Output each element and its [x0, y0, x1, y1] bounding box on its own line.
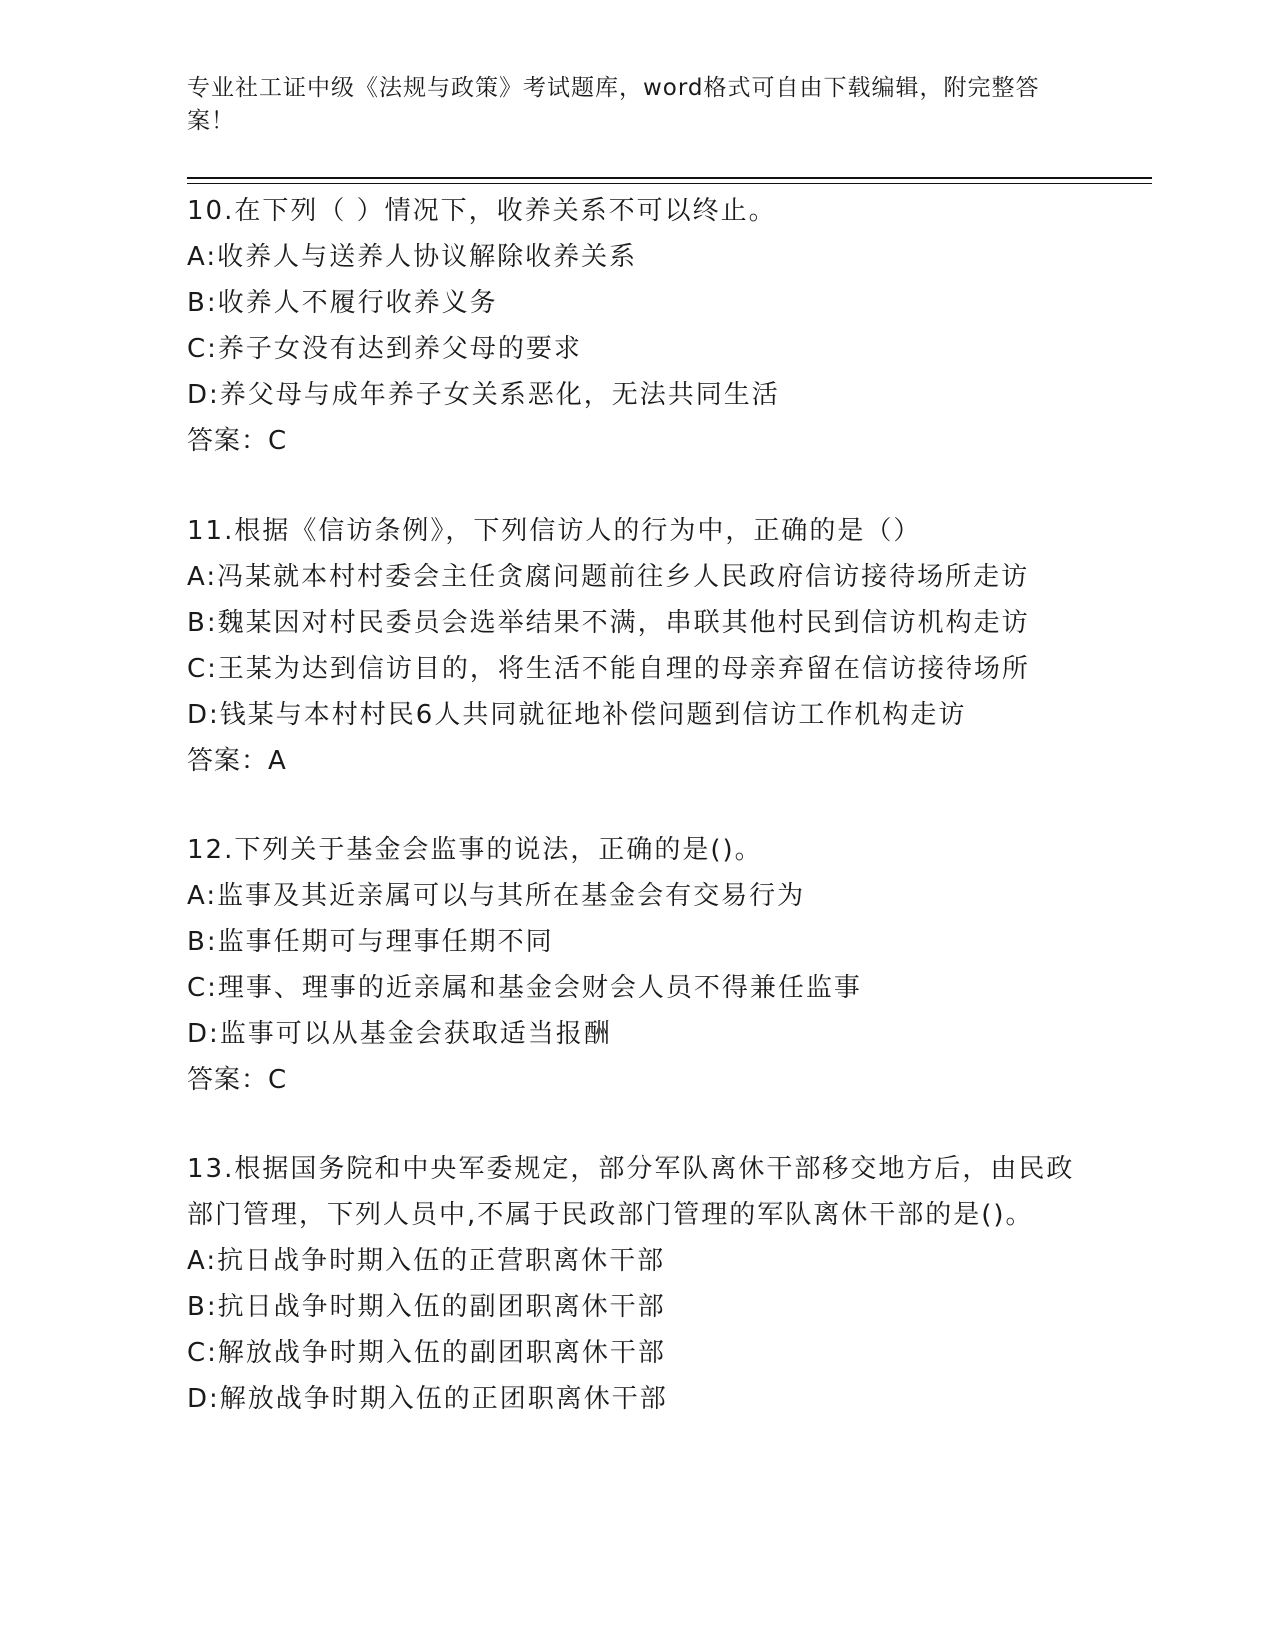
option-c: C:养子女没有达到养父母的要求 — [187, 334, 582, 364]
option-c: C:王某为达到信访目的，将生活不能自理的母亲弃留在信访接待场所 — [187, 654, 1030, 684]
answer: 答案：A — [187, 746, 287, 776]
option-c: C:解放战争时期入伍的副团职离休干部 — [187, 1338, 666, 1368]
option-a: A:监事及其近亲属可以与其所在基金会有交易行为 — [187, 881, 806, 911]
option-a: A:收养人与送养人协议解除收养关系 — [187, 242, 638, 272]
question-stem: 11.根据《信访条例》，下列信访人的行为中，正确的是（） — [187, 516, 922, 546]
answer: 答案：C — [187, 426, 288, 456]
option-b: B:收养人不履行收养义务 — [187, 288, 498, 318]
question-stem: 13.根据国务院和中央军委规定，部分军队离休干部移交地方后，由民政部门管理，下列人员中,不属于民政部门管理的军队离休干部的是()。 — [187, 1154, 1075, 1230]
question-stem: 12.下列关于基金会监事的说法，正确的是()。 — [187, 835, 763, 865]
option-a: A:抗日战争时期入伍的正营职离休干部 — [187, 1246, 666, 1276]
question-11 — [187, 508, 1087, 784]
option-b: B:监事任期可与理事任期不同 — [187, 927, 554, 957]
option-b: B:魏某因对村民委员会选举结果不满，串联其他村民到信访机构走访 — [187, 608, 1030, 638]
option-d: D:钱某与本村村民6人共同就征地补偿问题到信访工作机构走访 — [187, 700, 967, 730]
option-d: D:监事可以从基金会获取适当报酬 — [187, 1019, 612, 1049]
answer: 答案：C — [187, 1065, 288, 1095]
question-13 — [187, 1146, 1087, 1422]
option-c: C:理事、理事的近亲属和基金会财会人员不得兼任监事 — [187, 973, 862, 1003]
option-b: B:抗日战争时期入伍的副团职离休干部 — [187, 1292, 666, 1322]
header-divider-thick — [187, 177, 1152, 179]
option-d: D:养父母与成年养子女关系恶化，无法共同生活 — [187, 380, 780, 410]
question-10 — [187, 188, 1087, 464]
option-d: D:解放战争时期入伍的正团职离休干部 — [187, 1384, 668, 1414]
option-a: A:冯某就本村村委会主任贪腐问题前往乡人民政府信访接待场所走访 — [187, 562, 1030, 592]
question-12 — [187, 827, 1087, 1103]
header-divider-thin — [187, 183, 1152, 184]
question-stem: 10.在下列（ ）情况下，收养关系不可以终止。 — [187, 196, 777, 226]
document-header: 专业社工证中级《法规与政策》考试题库，word格式可自由下载编辑，附完整答案！ — [187, 75, 1040, 134]
